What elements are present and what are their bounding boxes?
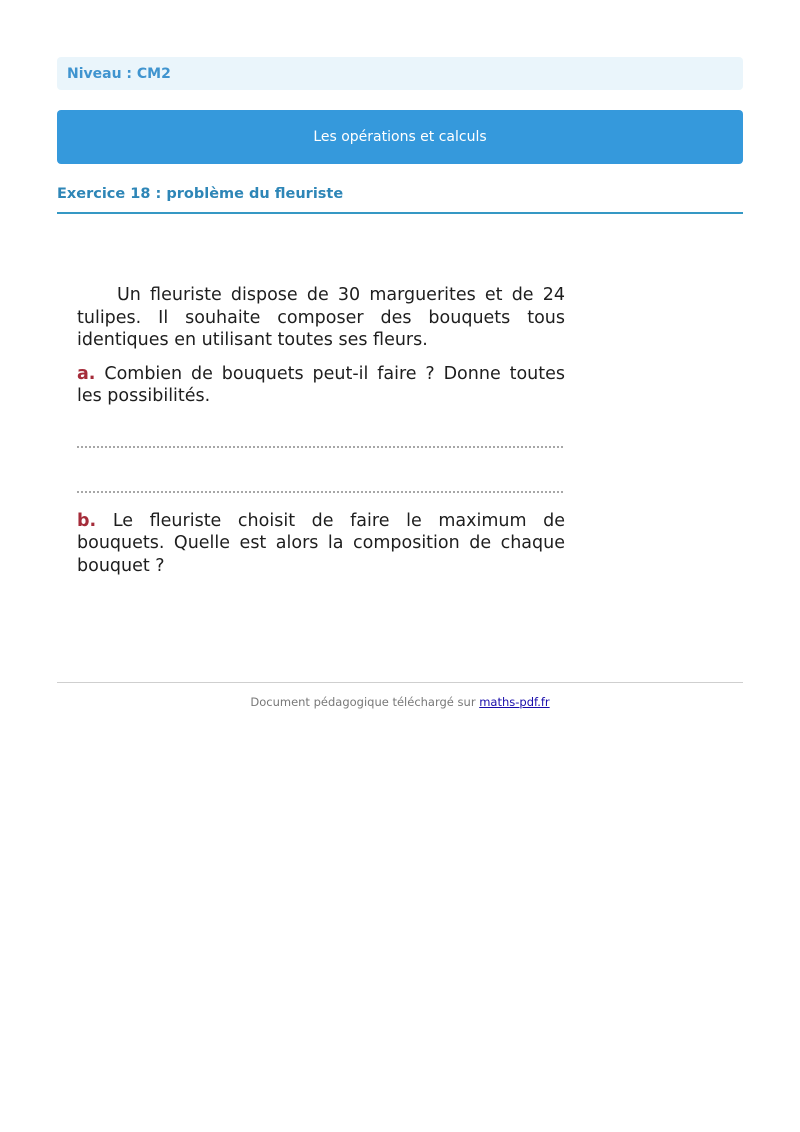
level-label: Niveau : CM2 bbox=[67, 65, 171, 82]
topic-banner bbox=[57, 110, 743, 164]
problem-intro: Un fleuriste dispose de 30 marguerites et de 24 tulipes. Il souhaite composer des bouquets tous identiques en utilisant toutes ses fleurs. bbox=[77, 285, 565, 350]
level-box bbox=[57, 57, 743, 90]
question-a bbox=[77, 363, 565, 408]
question-b bbox=[77, 510, 565, 578]
problem-statement bbox=[77, 284, 565, 577]
footer-link[interactable]: maths-pdf.fr bbox=[479, 695, 550, 709]
answer-line bbox=[77, 446, 563, 448]
topic-title: Les opérations et calculs bbox=[313, 129, 487, 145]
footer-divider bbox=[57, 682, 743, 683]
question-a-letter: a. bbox=[77, 363, 96, 384]
question-b-letter: b. bbox=[77, 510, 97, 531]
footer-text: Document pédagogique téléchargé sur bbox=[250, 695, 480, 709]
question-a-text: Combien de bouquets peut-il faire ? Donne toutes les possibilités. bbox=[77, 363, 565, 406]
answer-line bbox=[77, 491, 563, 493]
exercise-title: Exercice 18 : problème du fleuriste bbox=[57, 186, 743, 214]
footer bbox=[57, 695, 743, 709]
question-b-text: Le fleuriste choisit de faire le maximum de bouquets. Quelle est alors la composition de chaque bouquet ? bbox=[77, 510, 565, 576]
